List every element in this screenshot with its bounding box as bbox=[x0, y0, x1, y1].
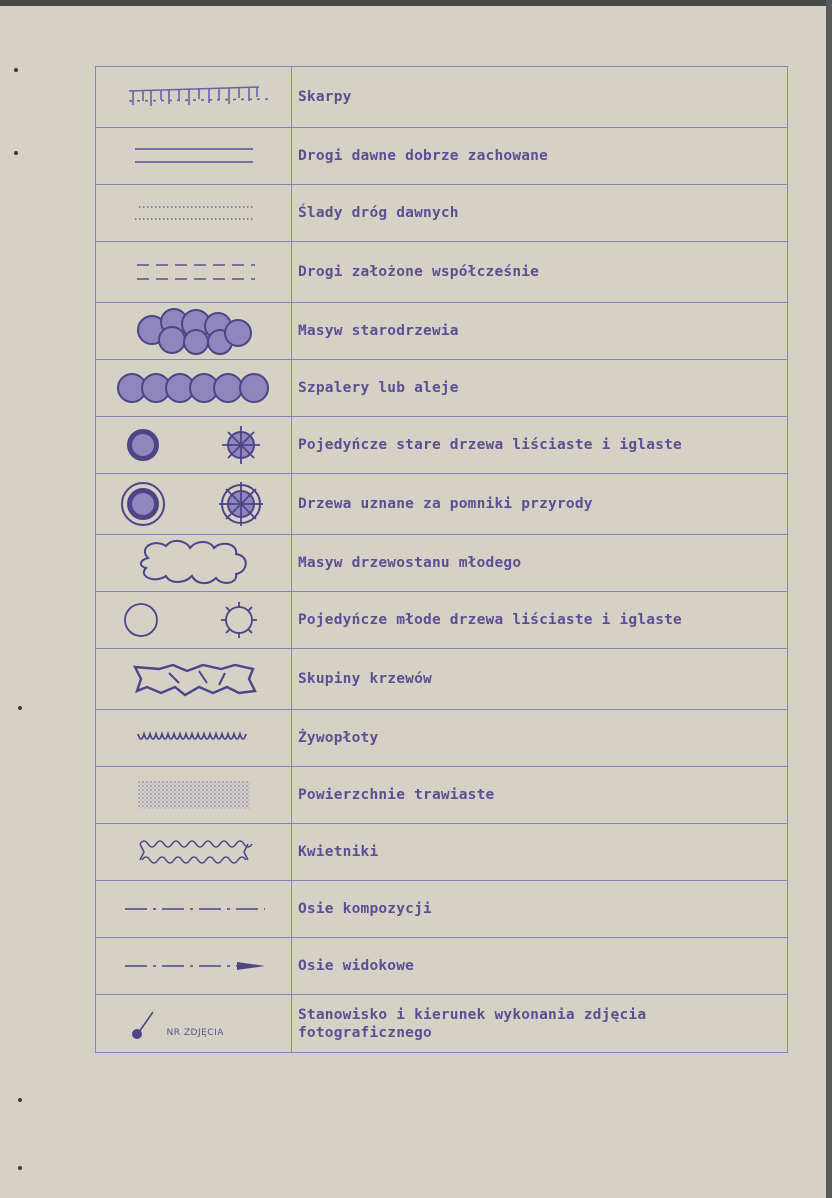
symbol-cell bbox=[96, 128, 292, 185]
legend-row bbox=[96, 128, 788, 185]
legend-table bbox=[95, 66, 788, 1053]
legend-label: Drogi dawne dobrze zachowane bbox=[292, 128, 788, 185]
legend-row bbox=[96, 881, 788, 938]
road-modern-symbol bbox=[129, 259, 259, 285]
legend-row bbox=[96, 767, 788, 824]
legend-label: Pojedyńcze młode drzewa liściaste i iglaste bbox=[292, 592, 788, 649]
single-old-trees-symbol bbox=[119, 423, 269, 467]
legend-label: Ślady dróg dawnych bbox=[292, 185, 788, 242]
legend-row bbox=[96, 535, 788, 592]
symbol-cell bbox=[96, 185, 292, 242]
symbol-cell bbox=[96, 67, 292, 128]
symbol-cell bbox=[96, 710, 292, 767]
road-preserved-symbol bbox=[129, 144, 259, 168]
punch-mark bbox=[18, 1166, 22, 1170]
symbol-cell bbox=[96, 535, 292, 592]
legend-row bbox=[96, 938, 788, 995]
legend-label: Masyw drzewostanu młodego bbox=[292, 535, 788, 592]
symbol-cell bbox=[96, 995, 292, 1053]
symbol-cell bbox=[96, 767, 292, 824]
symbol-cell bbox=[96, 242, 292, 303]
legend-row bbox=[96, 649, 788, 710]
young-stand-mass-symbol bbox=[134, 538, 254, 588]
punch-mark bbox=[14, 68, 18, 72]
legend-label: Pojedyńcze stare drzewa liściaste i iglaste bbox=[292, 417, 788, 474]
old-tree-mass-symbol bbox=[134, 306, 254, 356]
legend-label: Powierzchnie trawiaste bbox=[292, 767, 788, 824]
view-axis-symbol bbox=[119, 959, 269, 973]
symbol-cell bbox=[96, 417, 292, 474]
legend-label: Osie kompozycji bbox=[292, 881, 788, 938]
legend-row bbox=[96, 360, 788, 417]
legend-label: Skupiny krzewów bbox=[292, 649, 788, 710]
legend-label: Drzewa uznane za pomniki przyrody bbox=[292, 474, 788, 535]
legend-label: Kwietniki bbox=[292, 824, 788, 881]
monument-trees-symbol bbox=[119, 478, 269, 530]
symbol-cell bbox=[96, 474, 292, 535]
photo-position-symbol bbox=[119, 1002, 269, 1046]
legend-row bbox=[96, 995, 788, 1053]
legend-row bbox=[96, 417, 788, 474]
legend-row bbox=[96, 242, 788, 303]
legend-label: Szpalery lub aleje bbox=[292, 360, 788, 417]
symbol-cell bbox=[96, 303, 292, 360]
grass-area-symbol bbox=[134, 777, 254, 813]
legend-row bbox=[96, 824, 788, 881]
legend-label: Drogi założone współcześnie bbox=[292, 242, 788, 303]
single-young-trees-symbol bbox=[119, 598, 269, 642]
legend-label: Masyw starodrzewia bbox=[292, 303, 788, 360]
legend-row bbox=[96, 474, 788, 535]
legend-label: Żywopłoty bbox=[292, 710, 788, 767]
symbol-cell bbox=[96, 592, 292, 649]
legend-label: Osie widokowe bbox=[292, 938, 788, 995]
legend-row bbox=[96, 67, 788, 128]
escarpment-symbol bbox=[119, 79, 269, 115]
photo-number-label: NR ZDJĘCIA bbox=[166, 1027, 224, 1038]
flowerbed-symbol bbox=[134, 834, 254, 870]
hedge-symbol bbox=[134, 728, 254, 748]
symbol-cell bbox=[96, 881, 292, 938]
road-traces-symbol bbox=[129, 201, 259, 225]
punch-mark bbox=[14, 151, 18, 155]
symbol-cell bbox=[96, 938, 292, 995]
legend-row bbox=[96, 592, 788, 649]
punch-mark bbox=[18, 706, 22, 710]
legend-label: Skarpy bbox=[292, 67, 788, 128]
legend-row bbox=[96, 710, 788, 767]
legend-label: Stanowisko i kierunek wykonania zdjęcia fotograficznego bbox=[292, 995, 788, 1053]
legend-row bbox=[96, 303, 788, 360]
symbol-cell bbox=[96, 649, 292, 710]
composition-axis-symbol bbox=[119, 902, 269, 916]
punch-mark bbox=[18, 1098, 22, 1102]
shrub-group-symbol bbox=[129, 657, 259, 701]
legend-row bbox=[96, 185, 788, 242]
tree-row-symbol bbox=[116, 370, 272, 406]
symbol-cell bbox=[96, 360, 292, 417]
camera-direction-icon bbox=[119, 1002, 179, 1046]
page-edge-right bbox=[826, 0, 832, 1198]
symbol-cell bbox=[96, 824, 292, 881]
